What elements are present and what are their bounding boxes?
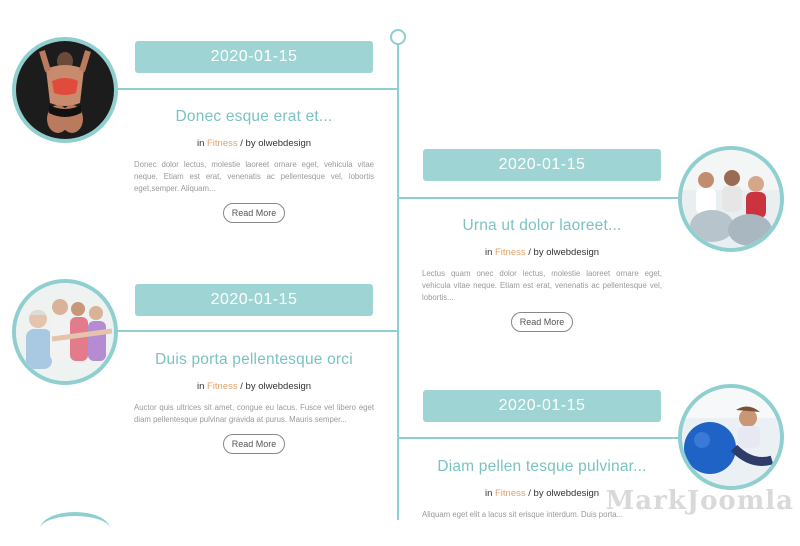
post-image[interactable] bbox=[12, 37, 118, 143]
post-category-link[interactable]: Fitness bbox=[495, 488, 526, 499]
post-connector bbox=[398, 437, 688, 439]
post-image[interactable] bbox=[678, 384, 784, 490]
post-category-link[interactable]: Fitness bbox=[495, 247, 526, 258]
post-author: / by olwebdesign bbox=[528, 247, 600, 258]
watermark: MarkJoomla bbox=[605, 486, 794, 516]
meta-in: in bbox=[196, 138, 205, 149]
post-title[interactable]: Urna ut dolor laoreet... bbox=[462, 217, 622, 234]
post-meta bbox=[422, 247, 662, 258]
post-connector bbox=[398, 197, 688, 199]
post-title[interactable]: Donec esque erat et... bbox=[175, 108, 333, 125]
timeline-start-circle bbox=[390, 29, 406, 45]
post-excerpt: Auctor quis ultrices sit amet, congue eu lacus. Fusce vel libero eget diam pellentesque pulvinar gravida at purus. Mauris semper... bbox=[134, 403, 374, 424]
meta-in: in bbox=[484, 247, 493, 258]
post-meta bbox=[134, 381, 374, 392]
next-post-image-peek bbox=[40, 512, 110, 546]
post-excerpt: Aliquam eget elit a lacus sit erisque interdum. Duis porta... bbox=[422, 510, 624, 519]
post-connector bbox=[110, 88, 398, 90]
post-image[interactable] bbox=[12, 279, 118, 385]
post-date-bar: 2020-01-15 bbox=[135, 284, 373, 316]
post-author: / by olwebdesign bbox=[528, 488, 600, 499]
post-excerpt: Donec dolor lectus, molestie laoreet ornare eget, vehicula vitae neque. Etiam est erat, venenatis ac pellentesque vel, lobortis eget,semper. Aliquam... bbox=[134, 160, 374, 193]
post-date-bar: 2020-01-15 bbox=[135, 41, 373, 73]
read-more-button[interactable]: Read More bbox=[223, 203, 286, 223]
post-image[interactable] bbox=[678, 146, 784, 252]
post-content bbox=[134, 108, 374, 223]
post-category-link[interactable]: Fitness bbox=[207, 381, 238, 392]
post-excerpt: Lectus quam onec dolor lectus, molestie laoreet ornare eget, vehicula vitae neque. Etiam est erat, venenatis ac pellentesque vel, lobortis... bbox=[422, 269, 662, 302]
post-date-bar: 2020-01-15 bbox=[423, 390, 661, 422]
woman-fitness-back-photo bbox=[16, 41, 114, 139]
seniors-stretching-photo bbox=[16, 283, 114, 381]
post-category-link[interactable]: Fitness bbox=[207, 138, 238, 149]
timeline-line bbox=[397, 42, 399, 520]
meta-in: in bbox=[484, 488, 493, 499]
post-author: / by olwebdesign bbox=[240, 138, 312, 149]
post-content bbox=[422, 217, 662, 332]
woman-blue-ball-photo bbox=[682, 388, 780, 486]
read-more-button[interactable]: Read More bbox=[511, 312, 574, 332]
post-connector bbox=[110, 330, 398, 332]
post-content bbox=[134, 351, 374, 454]
post-title[interactable]: Diam pellen tesque pulvinar... bbox=[437, 458, 647, 475]
read-more-button[interactable]: Read More bbox=[223, 434, 286, 454]
group-exercise-ball-photo bbox=[682, 150, 780, 248]
meta-in: in bbox=[196, 381, 205, 392]
post-author: / by olwebdesign bbox=[240, 381, 312, 392]
post-date-bar: 2020-01-15 bbox=[423, 149, 661, 181]
post-meta bbox=[134, 138, 374, 149]
post-title[interactable]: Duis porta pellentesque orci bbox=[155, 351, 353, 368]
